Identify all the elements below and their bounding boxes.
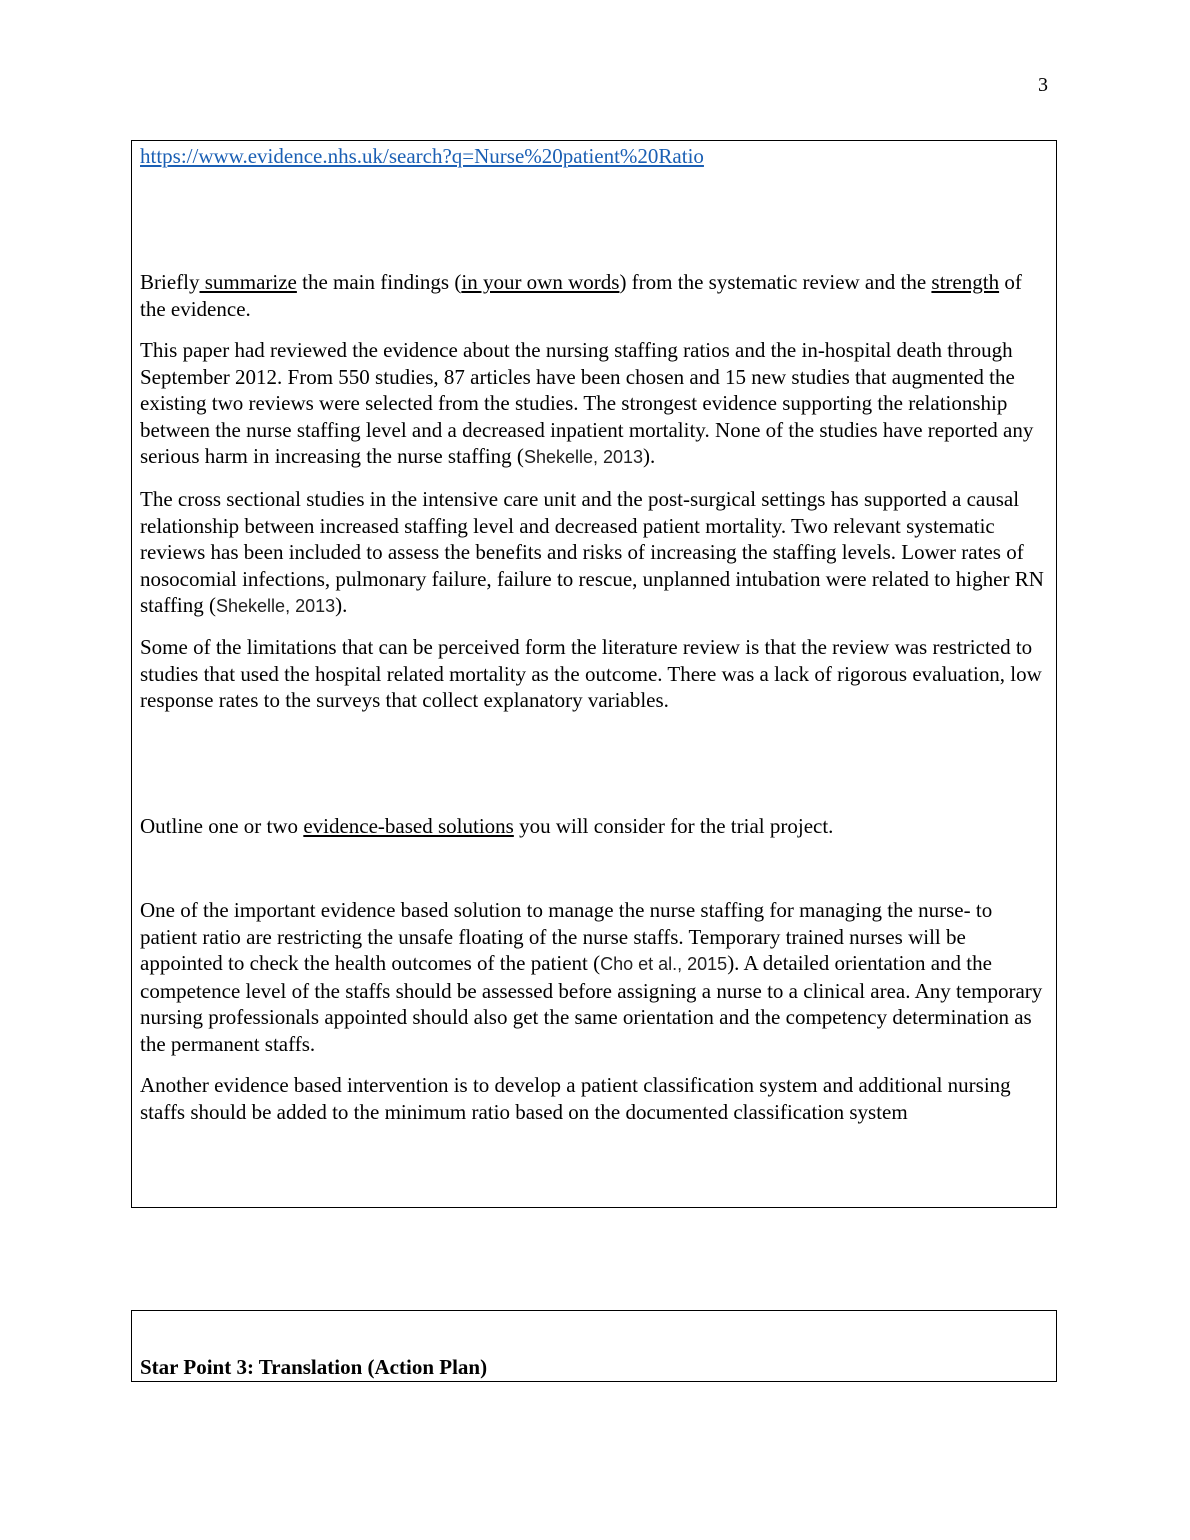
star-point-3-box [131, 1310, 1057, 1382]
summary-prompt: Briefly summarize the main findings (in your own words) from the systematic review and the strength of the evidence. [140, 270, 1022, 321]
star-point-3-heading: Star Point 3: Translation (Action Plan) [140, 1355, 488, 1379]
reference-link-line [140, 143, 1052, 170]
solution-paragraph-2: Another evidence based intervention is to develop a patient classification system and additional nursing staffs should be added to the minimum ratio based on the documented classification system [140, 1073, 1011, 1124]
citation: Shekelle, 2013 [216, 596, 336, 616]
solutions-prompt: Outline one or two evidence-based solutions you will consider for the trial project. [140, 814, 834, 838]
limitations-paragraph: Some of the limitations that can be perceived form the literature review is that the review was restricted to studies that used the hospital related mortality as the outcome. There was a lack of rigorous evaluation, low response rates to the surveys that collect explanatory variables. [140, 635, 1042, 712]
evidence-link[interactable]: https://www.evidence.nhs.uk/search?q=Nurse%20patient%20Ratio [140, 144, 704, 168]
content-box [131, 140, 1057, 1208]
page-number: 3 [1038, 74, 1048, 96]
findings-paragraph-2: The cross sectional studies in the intensive care unit and the post-surgical settings has supported a causal relationship between increased staffing level and decreased patient mortality. Two relevant systematic reviews has been included to assess the benefits and risks of increasing the staffing levels. Lower rates of nosocomial infections, pulmonary failure, failure to rescue, unplanned intubation were related to higher RN staffing (Shekelle, 2013). [140, 487, 1044, 617]
citation: Shekelle, 2013 [523, 447, 644, 467]
citation: Cho et al., 2015 [600, 954, 728, 974]
findings-paragraph-1: This paper had reviewed the evidence about the nursing staffing ratios and the in-hospital death through September 2012. From 550 studies, 87 articles have been chosen and 15 new studies that augmented the existing two reviews were selected from the studies. The strongest evidence supporting the relationship between the nurse staffing level and a decreased inpatient mortality. None of the studies have reported any serious harm in increasing the nurse staffing (Shekelle, 2013). [140, 338, 1034, 468]
solution-paragraph-1: One of the important evidence based solution to manage the nurse staffing for managing the nurse- to patient ratio are restricting the unsafe floating of the nurse staffs. Temporary trained nurses will be appointed to check the health outcomes of the patient (Cho et al., 2015). A detailed orientation and the competence level of the staffs should be assessed before assigning a nurse to a clinical area. Any temporary nursing professionals appointed should also get the same orientation and the competency determination as the permanent staffs. [140, 898, 1043, 1056]
